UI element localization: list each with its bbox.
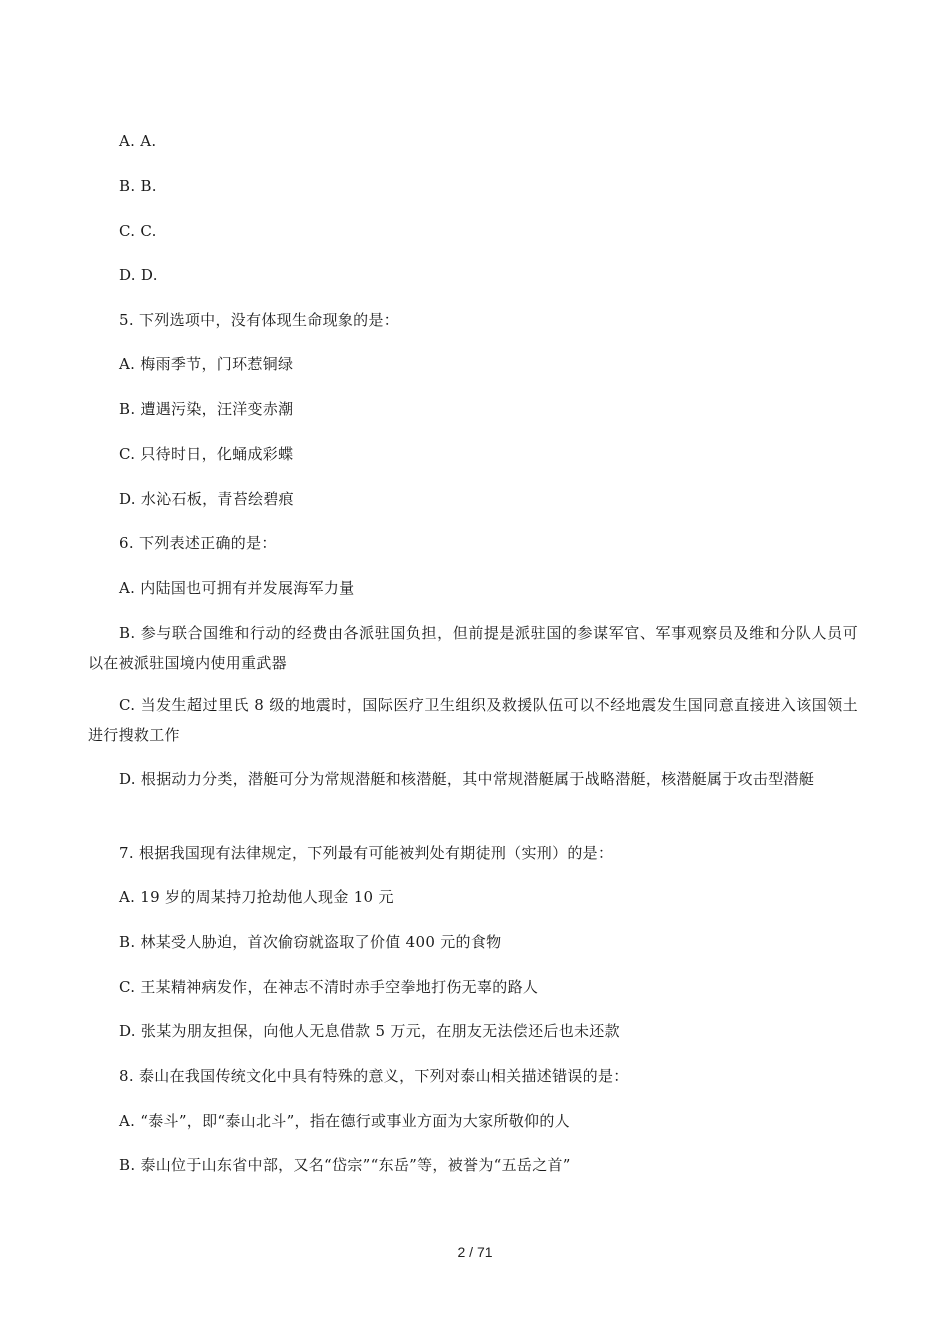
question-7-option-b: B. 林某受人胁迫，首次偷窃就盗取了价值 400 元的食物 [119, 933, 502, 951]
question-8-option-a: A. “泰斗”，即“泰山北斗”，指在德行或事业方面为大家所敬仰的人 [119, 1112, 570, 1130]
question-7-option-c: C. 王某精神病发作，在神志不清时赤手空拳地打伤无辜的路人 [119, 978, 539, 996]
question-5-option-d: D. 水沁石板，青苔绘碧痕 [119, 490, 294, 508]
question-6-option-b: B. 参与联合国维和行动的经费由各派驻国负担，但前提是派驻国的参谋军官、军事观察员及维和分队人员可以在被派驻国境内使用重武器 [88, 624, 858, 672]
question-6-option-c: C. 当发生超过里氏 8 级的地震时，国际医疗卫生组织及救援队伍可以不经地震发生国同意直接进入该国领土进行搜救工作 [88, 696, 858, 744]
option-c: C. C. [119, 222, 157, 240]
option-a: A. A. [119, 132, 157, 150]
question-5-option-c: C. 只待时日，化蛹成彩蝶 [119, 445, 294, 463]
question-6-option-d: D. 根据动力分类，潜艇可分为常规潜艇和核潜艇，其中常规潜艇属于战略潜艇，核潜艇属于攻击型潜艇 [119, 770, 815, 788]
question-7-option-d: D. 张某为朋友担保，向他人无息借款 5 万元，在朋友无法偿还后也未还款 [119, 1022, 620, 1040]
question-5: 5. 下列选项中，没有体现生命现象的是： [119, 311, 400, 329]
question-6-option-a: A. 内陆国也可拥有并发展海军力量 [119, 579, 355, 597]
question-8: 8. 泰山在我国传统文化中具有特殊的意义，下列对泰山相关描述错误的是： [119, 1067, 629, 1085]
question-7: 7. 根据我国现有法律规定，下列最有可能被判处有期徒刑（实刑）的是： [119, 844, 614, 862]
page-number: 2 / 71 [457, 1244, 493, 1260]
option-d: D. D. [119, 266, 158, 284]
question-5-option-a: A. 梅雨季节，门环惹铜绿 [119, 355, 294, 373]
question-5-option-b: B. 遭遇污染，汪洋变赤潮 [119, 400, 294, 418]
option-b: B. B. [119, 177, 157, 195]
question-7-option-a: A. 19 岁的周某持刀抢劫他人现金 10 元 [119, 888, 394, 906]
question-6: 6. 下列表述正确的是： [119, 534, 277, 552]
question-8-option-b: B. 泰山位于山东省中部，又名“岱宗”“东岳”等，被誉为“五岳之首” [119, 1156, 571, 1174]
